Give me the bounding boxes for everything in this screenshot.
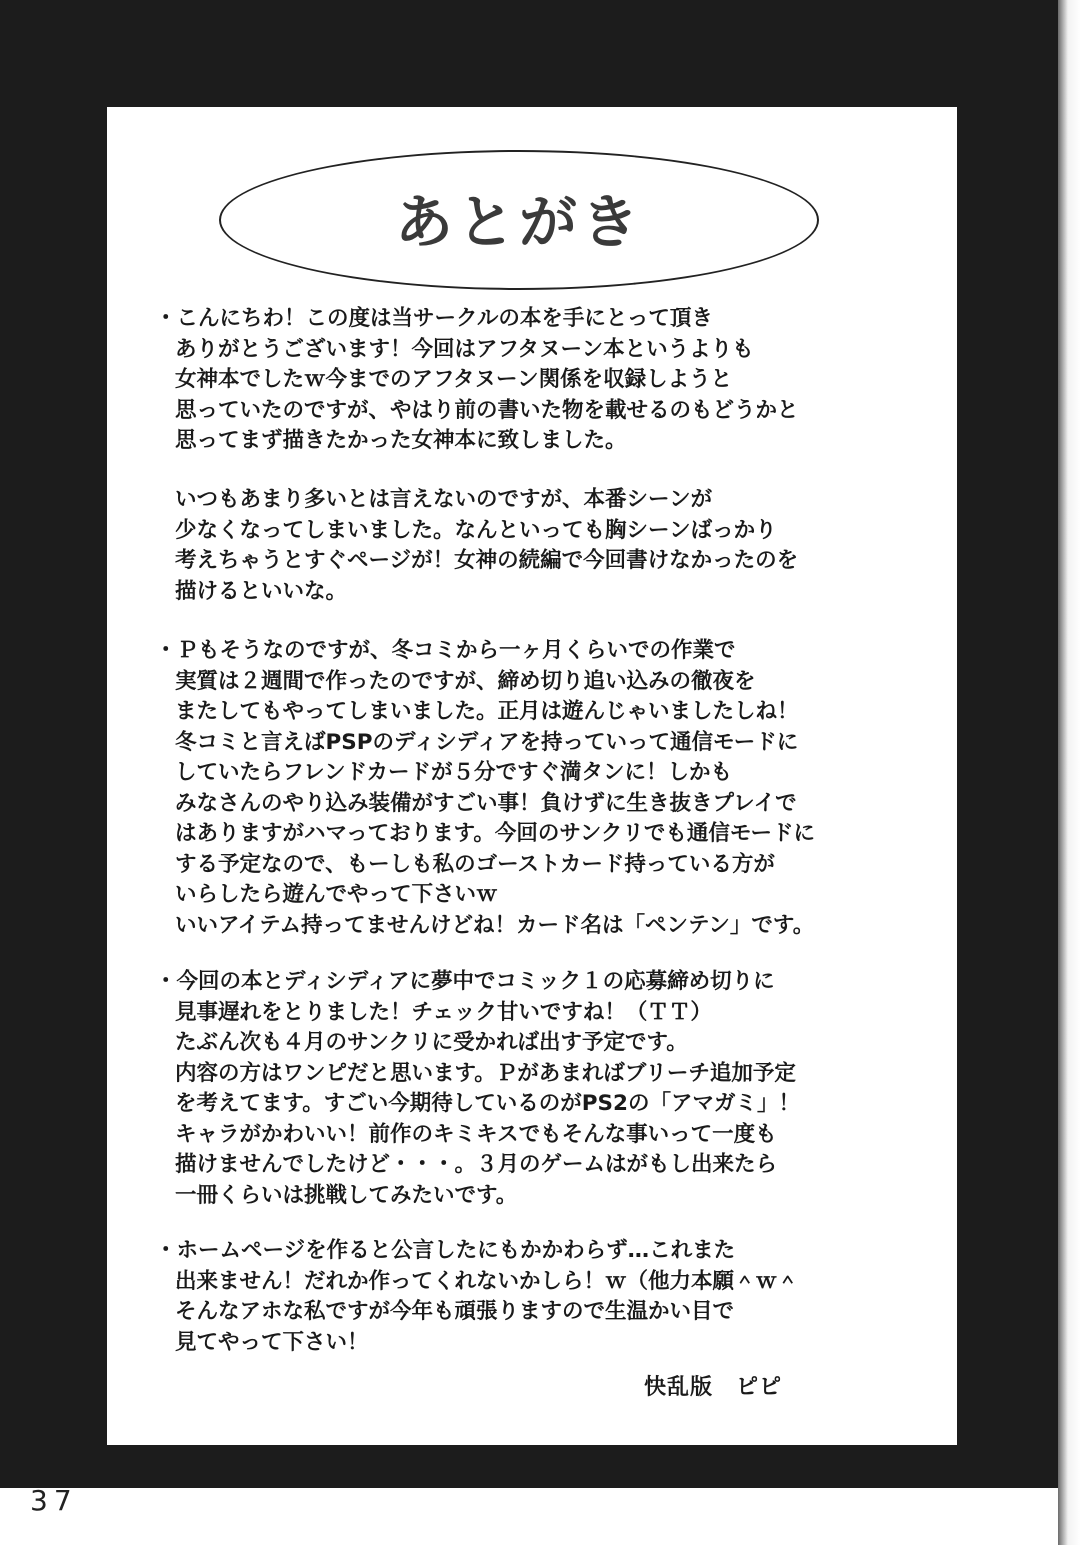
page-title: あとがき [394, 188, 643, 256]
text-line: を考えてます。すごい今期待しているのがPS2の「アマガミ」！ [175, 1091, 800, 1116]
text-line: 思っていたのですが、やはり前の書いた物を載せるのもどうかと [175, 397, 799, 423]
text-line: みなさんのやり込み装備がすごい事！負けずに生き抜きプレイで [175, 790, 797, 816]
text-line: 女神本でしたｗ今までのアフタヌーン関係を収録しようと [175, 367, 733, 392]
author-signature: 快乱版 ピピ [644, 1375, 783, 1400]
text-line: 描けませんでしたけど・・・。３月のゲームはがもし出来たら [175, 1152, 778, 1177]
text-line: 考えちゃうとすぐページが！女神の続編で今回書けなかったのを [175, 548, 799, 573]
text-line: 思ってまず描きたかった女神本に致しました。 [175, 428, 627, 453]
text-line: 見てやって下さい！ [175, 1329, 369, 1355]
text-line: ・こんにちわ！この度は当サークルの本を手にとって頂き [155, 306, 713, 331]
paragraph-homepage [155, 1236, 955, 1358]
text-line: そんなアホな私ですが今年も頑張りますので生温かい目で [175, 1299, 735, 1324]
text-line: ・ホームページを作ると公言したにもかかわらず…これまた [155, 1238, 736, 1263]
text-line: はありますがハマっております。今回のサンクリでも通信モードに [175, 821, 816, 846]
text-line: たぶん次も４月のサンクリに受かれば出す予定です。 [175, 1030, 688, 1055]
text-line: またしてもやってしまいました。正月は遊んじゃいましたしね！ [175, 699, 799, 724]
text-line: ありがとうございます！今回はアフタヌーン本というよりも [175, 336, 754, 362]
text-line: ・Ｐもそうなのですが、冬コミから一ヶ月くらいでの作業で [155, 638, 736, 663]
text-line: 描けるといいな。 [175, 578, 348, 604]
page-number: 37 [30, 1484, 78, 1517]
paragraph-scenes [155, 485, 955, 607]
text-line: いいアイテム持ってませんけどね！カード名は「ペンテン」です。 [175, 912, 815, 938]
text-line: 少なくなってしまいました。なんといっても胸シーンばっかり [175, 517, 777, 543]
text-line: する予定なので、もーしも私のゴーストカード持っている方が [175, 851, 775, 877]
text-line: いつもあまり多いとは言えないのですが、本番シーンが [175, 487, 713, 512]
paragraph-next-book [155, 967, 955, 1211]
text-line: 内容の方はワンピだと思います。Ｐがあまればブリーチ追加予定 [175, 1060, 796, 1086]
text-line: キャラがかわいい！前作のキミキスでもそんな事いって一度も [175, 1121, 777, 1147]
afterword-panel [107, 107, 957, 1445]
text-line: 見事遅れをとりました！チェック甘いですね！（ＴＴ） [175, 999, 712, 1025]
page-edge [1058, 0, 1080, 1545]
text-line: 実質は２週間で作ったのですが、締め切り追い込みの徹夜を [175, 668, 756, 694]
text-line: していたらフレンドカードが５分ですぐ満タンに！しかも [175, 760, 732, 785]
text-line: いらしたら遊んでやって下さいｗ [175, 882, 498, 907]
text-line: ・今回の本とディシディアに夢中でコミック１の応募締め切りに [155, 969, 775, 994]
bottom-margin [0, 1488, 1058, 1545]
text-line: 一冊くらいは挑戦してみたいです。 [175, 1182, 518, 1208]
paragraph-production [155, 636, 955, 941]
paragraph-greeting [155, 304, 955, 457]
text-line: 出来ません！だれか作ってくれないかしら！ｗ（他力本願＾ｗ＾ [175, 1268, 799, 1294]
text-line: 冬コミと言えばPSPのディシディアを持っていって通信モードに [175, 729, 799, 755]
